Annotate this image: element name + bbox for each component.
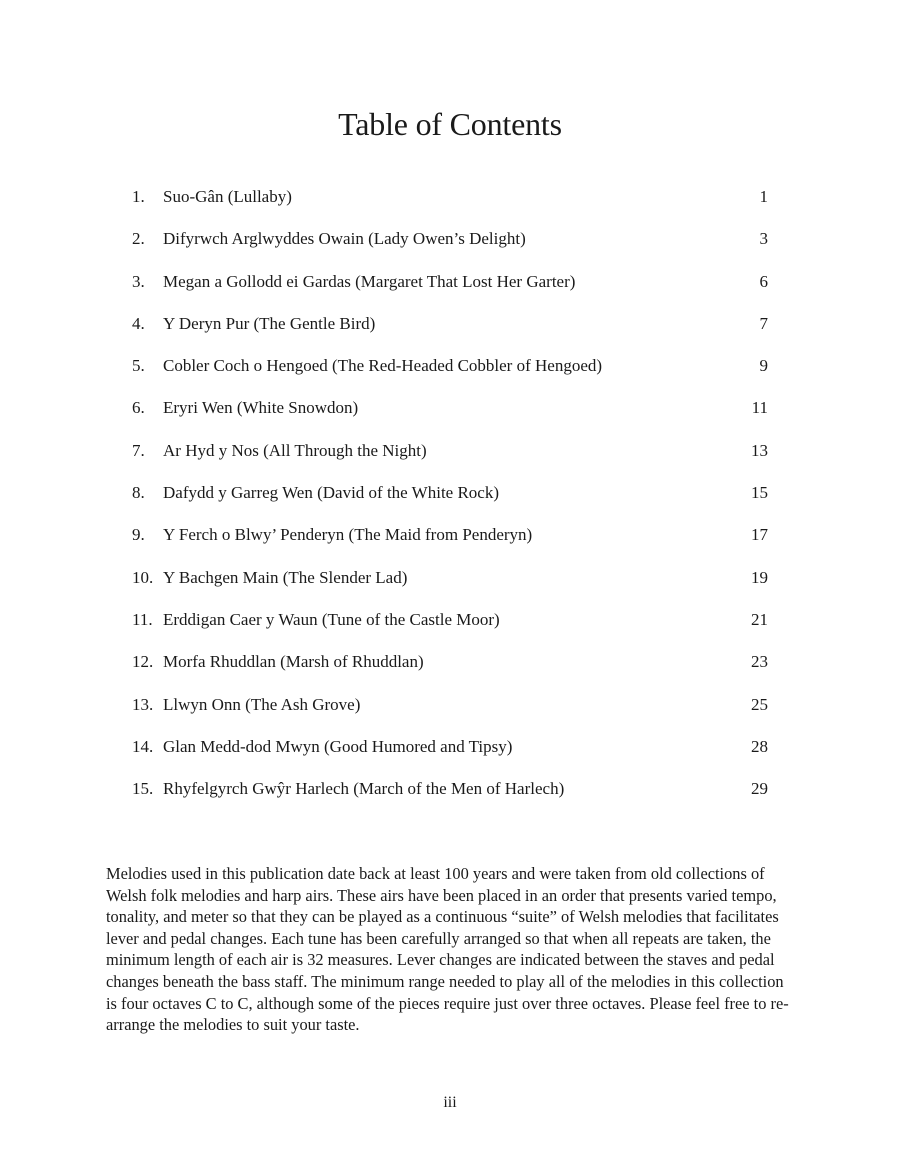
table-of-contents: [0, 185, 900, 819]
toc-entry-page: 13: [751, 440, 768, 460]
toc-entry-title: Dafydd y Garreg Wen (David of the White Rock): [163, 483, 500, 503]
toc-entry-title: Llwyn Onn (The Ash Grove): [163, 694, 361, 714]
toc-entry: [0, 777, 900, 819]
toc-entry-page: 7: [759, 313, 768, 333]
toc-entry-number: 2.: [132, 229, 145, 249]
page-title: Table of Contents: [338, 106, 562, 142]
toc-entry: [0, 227, 900, 269]
toc-entry-number: 8.: [132, 483, 145, 503]
toc-entry-number: 12.: [132, 652, 154, 672]
toc-entry: [0, 396, 900, 438]
toc-entry-number: 1.: [132, 187, 145, 206]
toc-entry-title: Cobler Coch o Hengoed (The Red-Headed Cobbler of Hengoed): [163, 356, 603, 376]
toc-entry-title: Morfa Rhuddlan (Marsh of Rhuddlan): [163, 652, 424, 672]
intro-paragraph: Melodies used in this publication date back at least 100 years and were taken from old collections of Welsh folk melodies and harp airs. These airs have been placed in an order that presents varied tempo, tonality, and meter so that they can be played as a continuous “suite” of Welsh melodies that facilitates lever and pedal changes. Each tune has been carefully arranged so that when all repeats are taken, the minimum length of each air is 32 measures. Lever changes are indicated between the staves and pedal changes beneath the bass staff. The minimum range needed to play all of the melodies in this collection is four octaves C to C, although some of the pieces require just over three octaves. Please feel free to re-arrange the melodies to suit your taste.: [106, 864, 789, 1035]
toc-entry-number: 6.: [132, 398, 145, 418]
toc-entry-page: 25: [751, 694, 768, 714]
toc-entry-number: 10.: [132, 567, 154, 587]
toc-entry-number: 15.: [132, 779, 154, 799]
toc-entry: [0, 354, 900, 396]
toc-entry-number: 5.: [132, 356, 145, 376]
toc-entry-title: Rhyfelgyrch Gwŷr Harlech (March of the Men of Harlech): [163, 779, 565, 799]
toc-entry: [0, 735, 900, 777]
toc-entry-page: 17: [751, 525, 768, 545]
toc-entry-number: 4.: [132, 313, 145, 333]
toc-entry-title: Suo-Gân (Lullaby): [163, 187, 292, 206]
toc-entry-number: 7.: [132, 440, 145, 460]
toc-entry-page: 6: [759, 271, 768, 291]
toc-entry-number: 3.: [132, 271, 145, 291]
toc-entry-title: Ar Hyd y Nos (All Through the Night): [163, 440, 427, 460]
toc-entry-number: 11.: [132, 609, 153, 629]
toc-entry-title: Y Bachgen Main (The Slender Lad): [163, 567, 408, 587]
toc-entry-number: 9.: [132, 525, 145, 545]
toc-entry: [0, 523, 900, 565]
toc-entry-page: 9: [759, 356, 768, 376]
toc-entry-page: 23: [751, 652, 768, 672]
toc-entry: [0, 270, 900, 312]
toc-entry-number: 13.: [132, 694, 154, 714]
toc-entry: [0, 650, 900, 692]
toc-entry: [0, 439, 900, 481]
toc-entry-page: 28: [751, 736, 768, 756]
toc-entry-number: 14.: [132, 736, 154, 756]
toc-entry: [0, 312, 900, 354]
toc-entry-page: 21: [751, 609, 768, 629]
toc-entry: [0, 608, 900, 650]
toc-entry: [0, 693, 900, 735]
page-number: iii: [443, 1094, 457, 1111]
toc-entry: [0, 566, 900, 608]
toc-entry-title: Difyrwch Arglwyddes Owain (Lady Owen’s Delight): [163, 229, 526, 249]
toc-entry-page: 11: [751, 398, 768, 418]
toc-entry-page: 19: [751, 567, 768, 587]
toc-entry-page: 1: [759, 187, 768, 206]
toc-entry: [0, 481, 900, 523]
toc-entry: [0, 185, 900, 227]
toc-entry-title: Y Deryn Pur (The Gentle Bird): [163, 313, 376, 333]
toc-entry-title: Megan a Gollodd ei Gardas (Margaret That Lost Her Garter): [163, 271, 576, 291]
toc-entry-page: 29: [751, 779, 768, 799]
toc-entry-page: 15: [751, 483, 768, 503]
toc-entry-title: Erddigan Caer y Waun (Tune of the Castle Moor): [163, 609, 500, 629]
toc-entry-page: 3: [759, 229, 768, 249]
toc-entry-title: Y Ferch o Blwy’ Penderyn (The Maid from Penderyn): [163, 525, 533, 545]
toc-entry-title: Eryri Wen (White Snowdon): [163, 398, 359, 418]
toc-entry-title: Glan Medd-dod Mwyn (Good Humored and Tipsy): [163, 736, 513, 756]
